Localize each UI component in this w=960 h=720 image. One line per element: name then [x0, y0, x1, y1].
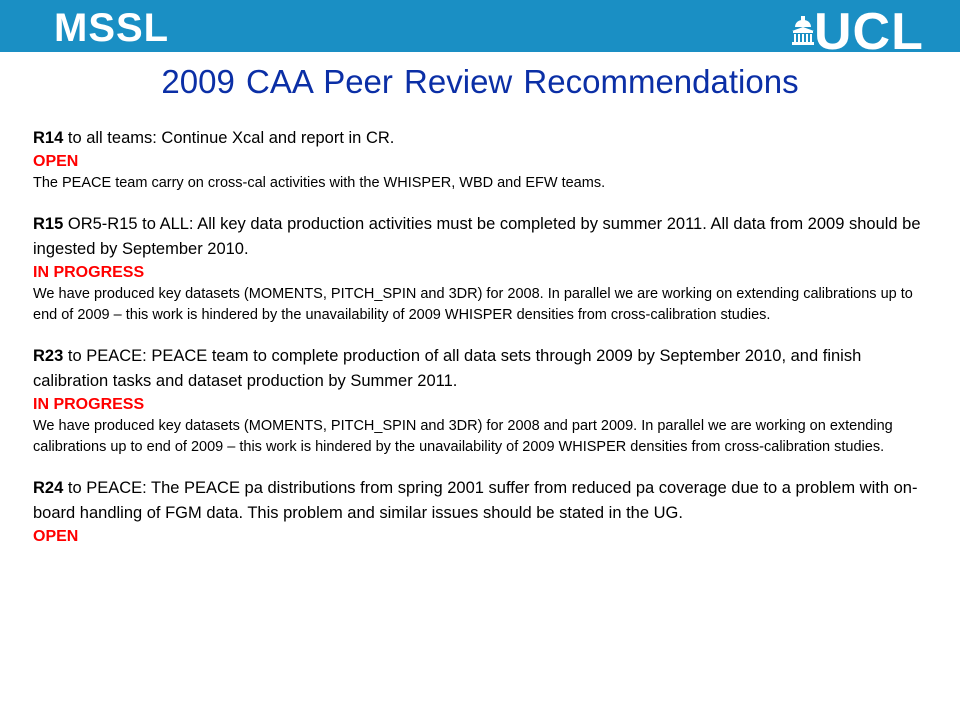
recommendation-body: to PEACE: The PEACE pa distributions from spring 2001 suffer from reduced pa coverage due to a problem with on-board handling of FGM data. This problem and similar issues should be stated in the UG. — [33, 479, 918, 522]
recommendation-text — [33, 476, 933, 526]
recommendation-body: OR5-R15 to ALL: All key data production activities must be completed by summer 2011. All data from 2009 should be ingested by September 2010. — [33, 215, 921, 258]
recommendation-id: R15 — [33, 215, 64, 233]
status-label: IN PROGRESS — [33, 264, 145, 281]
status-label: OPEN — [33, 153, 79, 170]
mssl-logo: MSSL — [54, 6, 170, 50]
status-label: OPEN — [33, 528, 79, 545]
recommendation-id: R23 — [33, 347, 64, 365]
status-note: We have produced key datasets (MOMENTS, PITCH_SPIN and 3DR) for 2008. In parallel we are working on extending calibrations up to end of 2009 – this work is hindered by the unavailability of 2009 WHISPER densities from cross-calibration studies. — [33, 286, 913, 323]
ucl-logo-text: UCL — [814, 3, 924, 61]
recommendation-body: to PEACE: PEACE team to complete production of all data sets through 2009 by September 2010, and finish calibration tasks and dataset production by Summer 2011. — [33, 347, 862, 390]
header-banner — [0, 0, 960, 61]
recommendation-text — [33, 344, 933, 394]
recommendation-r24 — [33, 476, 933, 548]
recommendation-r15 — [33, 212, 933, 326]
status-label: IN PROGRESS — [33, 396, 145, 413]
status-note: We have produced key datasets (MOMENTS, PITCH_SPIN and 3DR) for 2008 and part 2009. In parallel we are working on extending calibrations up to end of 2009 – this work is hindered by the unavailability of 2009 WHISPER densities from cross-calibration studies. — [33, 418, 893, 455]
status-note: The PEACE team carry on cross-cal activities with the WHISPER, WBD and EFW teams. — [33, 175, 606, 191]
recommendation-text — [33, 212, 933, 262]
recommendations-list — [33, 126, 933, 548]
page-title: 2009 CAA Peer Review Recommendations — [161, 63, 799, 100]
ucl-portico-icon — [790, 16, 816, 46]
recommendation-r14 — [33, 126, 933, 194]
recommendation-r23 — [33, 344, 933, 458]
recommendation-id: R24 — [33, 479, 64, 497]
recommendation-id: R14 — [33, 129, 64, 147]
recommendation-text — [33, 126, 933, 151]
recommendation-body: to all teams: Continue Xcal and report in CR. — [63, 129, 395, 147]
